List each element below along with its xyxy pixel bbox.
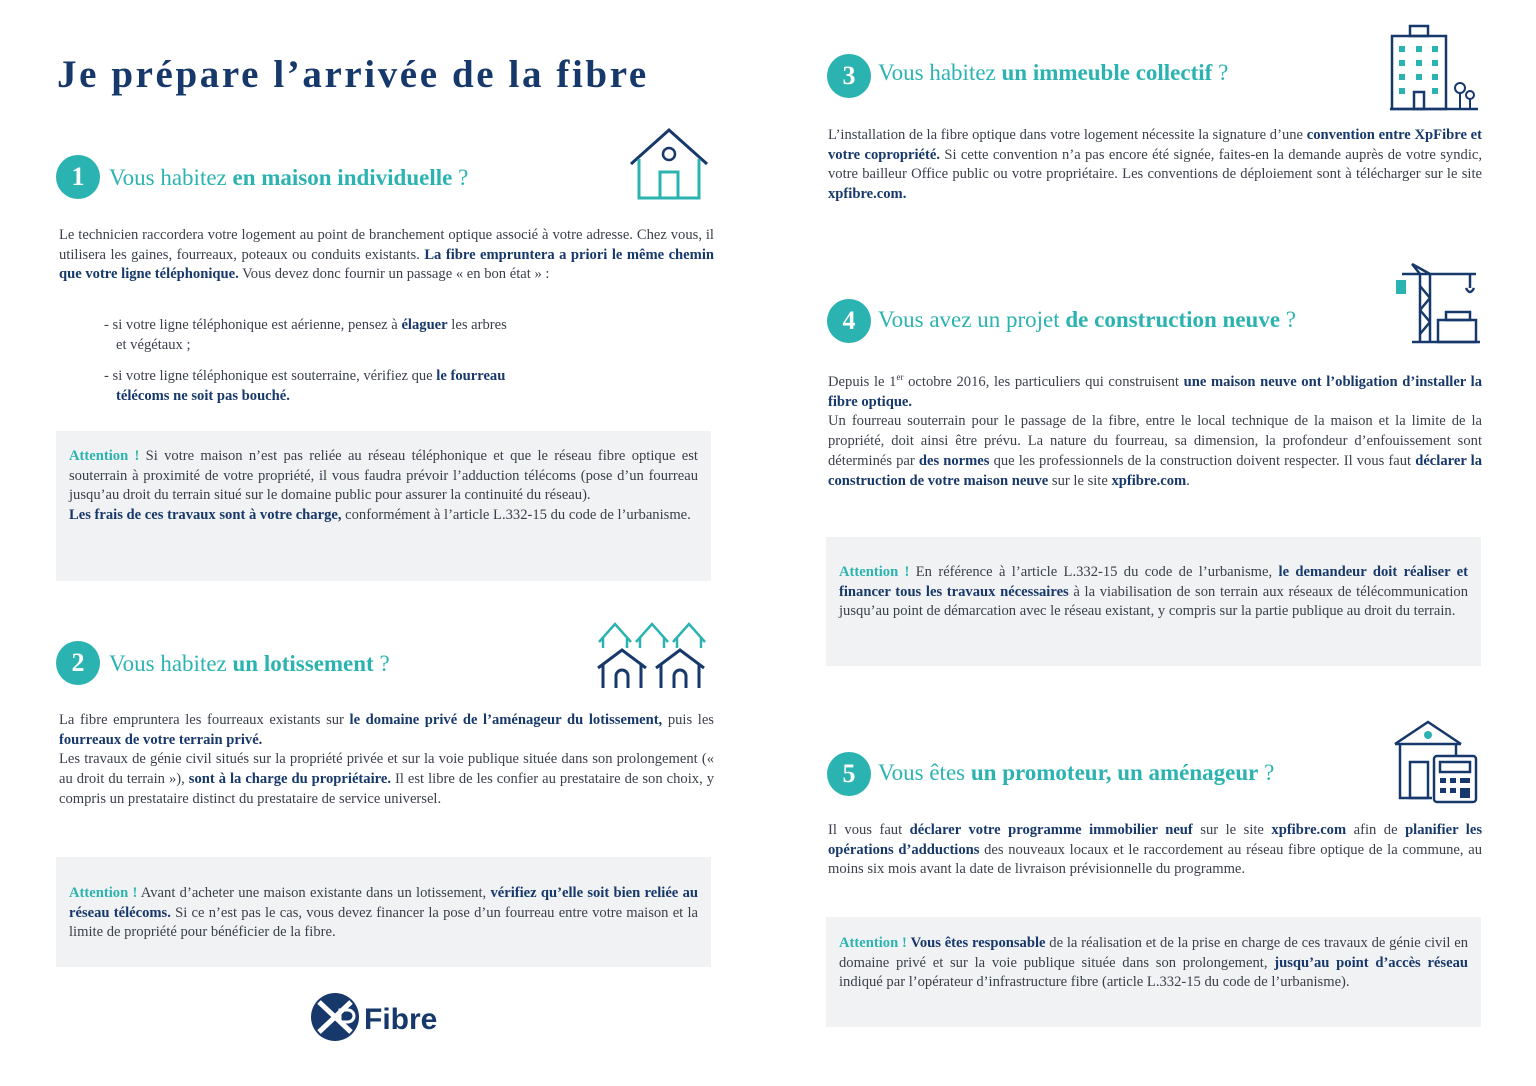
section-3-number: 3 <box>827 54 871 98</box>
section-4-attention-text: Attention ! En référence à l’article L.332-15 du code de l’urbanisme, le demandeur doit réaliser et financer tous les travaux nécessaires à la viabilisation de son terrain aux réseaux de télécommunication jusqu’au point de démarcation avec le réseau existant, y compris sur la partie publique au droit du terrain. <box>839 564 1468 620</box>
house-icon <box>628 126 710 202</box>
building-icon <box>1388 22 1480 112</box>
section-4-number: 4 <box>827 299 871 343</box>
section-1-number: 1 <box>56 155 100 199</box>
section-4-paragraph: Depuis le 1er octobre 2016, les particuliers qui construisent une maison neuve ont l’obligation d’installer la fibre optique. Un fourreau souterrain pour le passage de la fibre, entre le local technique de la maison et la limite de la propriété, doit ainsi être prévu. La nature du fourreau, sa dimension, la profondeur d’enfouissement sont déterminés par des normes que les professionnels de la construction doivent respecter. Il vous faut déclarer la construction de votre maison neuve sur le site xpfibre.com. <box>828 372 1483 489</box>
houses-icon <box>596 620 712 690</box>
section-5-attention-box <box>826 917 1481 1027</box>
section-5-paragraph: Il vous faut déclarer votre programme immobilier neuf sur le site xpfibre.com afin de planifier les opérations d’adductions des nouveaux locaux et le raccordement au réseau fibre optique de la commune, au moins six mois avant la date de livraison prévisionnelle du programme. <box>828 822 1483 878</box>
section-5-number: 5 <box>827 752 871 796</box>
section-1-paragraph: Le technicien raccordera votre logement au point de branchement optique associé à votre adresse. Chez vous, il utilisera les gaines, fourreaux, poteaux ou conduits existants. La fibre empruntera a priori le même chemin que votre ligne téléphonique. Vous devez donc fournir un passage « en bon état » : <box>59 227 714 283</box>
svg-text:Fibre: Fibre <box>364 1003 438 1036</box>
section-1-attention-box <box>56 431 711 581</box>
section-2-attention-box <box>56 857 711 967</box>
section-2-title: Vous habitez un lotissement ? <box>109 651 390 676</box>
section-2-attention-text: Attention ! Avant d’acheter une maison existante dans un lotissement, vérifiez qu’elle soit bien reliée au réseau télécoms. Si ce n’est pas le cas, vous devez financer la pose d’un fourreau entre votre maison et la limite de propriété pour bénéficier de la fibre. <box>69 885 698 941</box>
section-2-number: 2 <box>56 641 100 685</box>
section-4-attention-box <box>826 537 1481 666</box>
section-1-attention-text: Attention ! Si votre maison n’est pas reliée au réseau téléphonique et que le réseau fibre optique est souterrain à proximité de votre propriété, il vous faudra prévoir l’adduction télécoms (pose d’un fourreau jusqu’au droit du terrain situé sur le domaine public pour assurer la continuité du réseau). Les frais de ces travaux sont à votre charge, conformément à l’article L.332-15 du code de l’urbanisme. <box>69 448 698 524</box>
bullet-aerial: - si votre ligne téléphonique est aérienne, pensez à élaguer les arbres et végétaux ; <box>104 317 507 353</box>
office-calculator-icon <box>1392 718 1482 806</box>
section-3-title: Vous habitez un immeuble collectif ? <box>878 60 1229 85</box>
section-1-title: Vous habitez en maison individuelle ? <box>109 165 469 190</box>
section-3-paragraph: L’installation de la fibre optique dans votre logement nécessite la signature d’une convention entre XpFibre et votre copropriété. Si cette convention n’a pas encore été signée, faites-en la demande auprès de votre syndic, votre bailleur Office public ou votre propriétaire. Les conventions de déploiement sont à télécharger sur le site xpfibre.com. <box>828 127 1483 203</box>
xpfibre-logo <box>310 990 470 1044</box>
section-4-title: Vous avez un projet de construction neuve ? <box>878 307 1297 332</box>
page-title: Je prépare l’arrivée de la fibre <box>57 53 649 96</box>
bullet-underground: - si votre ligne téléphonique est souterraine, vérifiez que le fourreau télécoms ne soit pas bouché. <box>104 368 506 404</box>
crane-icon <box>1392 260 1482 344</box>
section-5-attention-text: Attention ! Vous êtes responsable de la réalisation et de la prise en charge de ces travaux de génie civil en domaine privé et sur la voie publique située dans son prolongement, jusqu’au point d’accès réseau indiqué par l’opérateur d’infrastructure fibre (article L.332-15 du code de l’urbanisme). <box>839 935 1469 991</box>
section-2-paragraph: La fibre empruntera les fourreaux existants sur le domaine privé de l’aménageur du lotissement, puis les fourreaux de votre terrain privé. Les travaux de génie civil situés sur la propriété privée et sur la voie publique située dans son prolongement (« au droit du terrain »), sont à la charge du propriétaire. Il est libre de les confier au prestataire de son choix, y compris un prestataire distinct du prestataire de service universel. <box>59 712 715 807</box>
section-5-title: Vous êtes un promoteur, un aménageur ? <box>878 760 1275 785</box>
